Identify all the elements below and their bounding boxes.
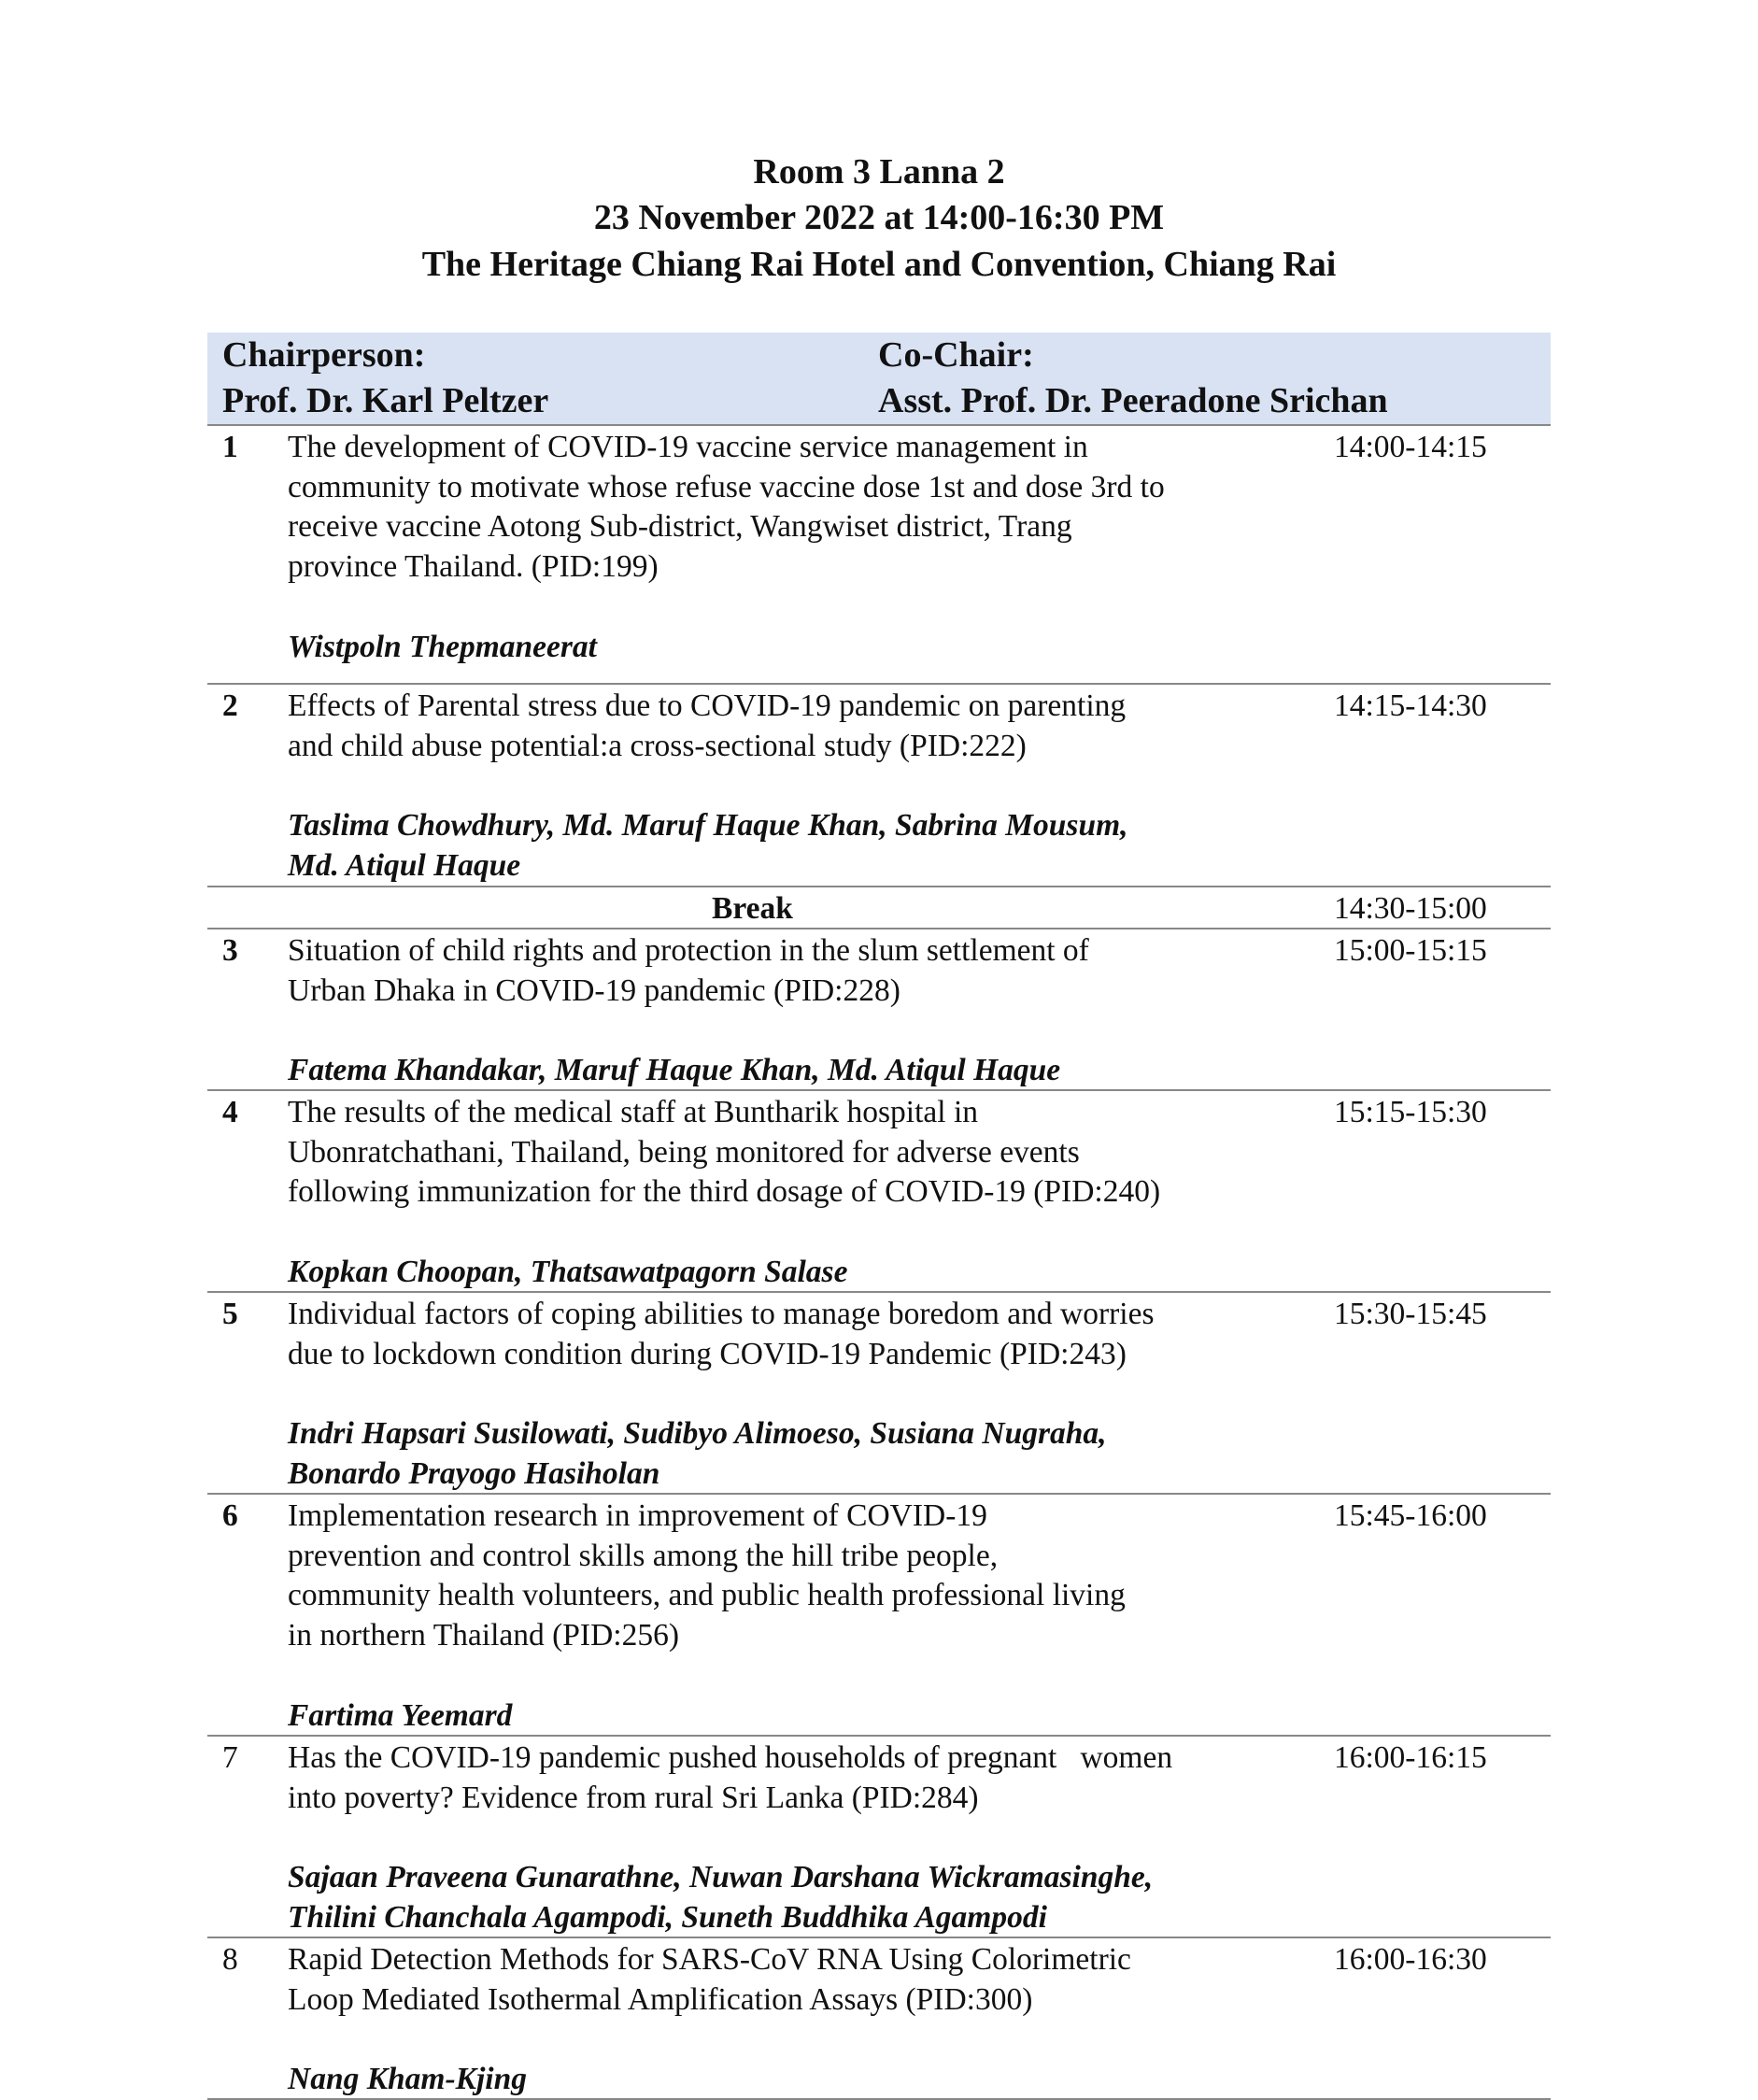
- session-title: [288, 687, 1278, 766]
- session-time: 14:00-14:15: [1334, 430, 1487, 464]
- session-author-line: Fartima Yeemard: [288, 1697, 513, 1733]
- session-row: [207, 1091, 1551, 1293]
- session-number: 7: [222, 1740, 238, 1775]
- chairperson-cell: [222, 333, 548, 424]
- session-title-line: Rapid Detection Methods for SARS-CoV RNA Using Colorimetric: [288, 1942, 1131, 1977]
- session-time: 15:00-15:15: [1334, 933, 1487, 968]
- session-title-line: province Thailand. (PID:199): [288, 549, 659, 585]
- chairperson-label: Chairperson:: [222, 335, 426, 375]
- session-number: 8: [222, 1942, 238, 1977]
- session-title-line: following immunization for the third dosage of COVID-19 (PID:240): [288, 1174, 1161, 1210]
- chair-row: [207, 333, 1551, 426]
- session-title: [288, 1093, 1278, 1213]
- session-author-line: Bonardo Prayogo Hasiholan: [288, 1455, 660, 1491]
- cochair-cell: [878, 333, 1388, 424]
- session-authors: [288, 1414, 1315, 1494]
- session-authors: [288, 628, 1315, 668]
- session-title-line: The development of COVID-19 vaccine service management in: [288, 430, 1088, 464]
- session-author-line: Wistpoln Thepmaneerat: [288, 629, 597, 664]
- header-line-venue: The Heritage Chiang Rai Hotel and Convention, Chiang Rai: [421, 245, 1337, 284]
- schedule-table: [207, 333, 1551, 2100]
- session-title-line: Effects of Parental stress due to COVID-19 pandemic on parenting: [288, 688, 1127, 723]
- session-time: 14:30-15:00: [1334, 891, 1487, 926]
- session-author-line: Md. Atiqul Haque: [288, 847, 521, 883]
- session-author-line: Sajaan Praveena Gunarathne, Nuwan Darshana Wickramasinghe,: [288, 1860, 1154, 1895]
- session-row: [207, 1495, 1551, 1737]
- session-author-line: Nang Kham-Kjing: [288, 2062, 527, 2097]
- session-rows: [207, 426, 1551, 2100]
- session-number: 3: [222, 933, 238, 968]
- session-row: [207, 426, 1551, 685]
- session-title: [288, 1738, 1278, 1818]
- session-author-line: Thilini Chanchala Agampodi, Suneth Buddhika Agampodi: [288, 1899, 1047, 1935]
- break-label: Break: [712, 891, 793, 926]
- session-title-line: prevention and control skills among the hill tribe people,: [288, 1538, 999, 1573]
- session-time: 15:30-15:45: [1334, 1297, 1487, 1331]
- session-title-line: Situation of child rights and protection in the slum settlement of: [288, 933, 1089, 968]
- header-line-room: Room 3 Lanna 2: [753, 152, 1005, 192]
- session-row: [207, 1293, 1551, 1495]
- session-number: 2: [222, 688, 238, 723]
- session-authors: [288, 806, 1315, 886]
- session-title: [288, 428, 1278, 588]
- session-title: [288, 1940, 1278, 2020]
- session-title-line: Ubonratchathani, Thailand, being monitored for adverse events: [288, 1134, 1080, 1170]
- session-author-line: Taslima Chowdhury, Md. Maruf Haque Khan, Sabrina Mousum,: [288, 808, 1128, 844]
- session-time: 15:45-16:00: [1334, 1498, 1487, 1533]
- session-time: 16:00-16:30: [1334, 1942, 1487, 1977]
- session-number: 6: [222, 1498, 238, 1533]
- session-title-line: Implementation research in improvement of COVID-19: [288, 1498, 987, 1533]
- session-authors: [288, 1858, 1315, 1937]
- cochair-name: Asst. Prof. Dr. Peeradone Srichan: [878, 381, 1388, 420]
- session-time: 15:15-15:30: [1334, 1095, 1487, 1129]
- session-time: 14:15-14:30: [1334, 688, 1487, 723]
- session-number: 1: [222, 430, 238, 464]
- session-authors: [288, 1696, 1315, 1737]
- session-title-line: and child abuse potential:a cross-sectional study (PID:222): [288, 728, 1027, 763]
- break-row: [207, 887, 1551, 929]
- session-title-line: community to motivate whose refuse vaccine dose 1st and dose 3rd to: [288, 469, 1165, 504]
- session-row: [207, 1737, 1551, 1938]
- session-number: 5: [222, 1297, 238, 1331]
- session-authors: [288, 2060, 1315, 2100]
- session-row: [207, 929, 1551, 1091]
- session-title: [288, 931, 1278, 1011]
- session-author-line: Indri Hapsari Susilowati, Sudibyo Alimoeso, Susiana Nugraha,: [288, 1416, 1107, 1452]
- session-time: 16:00-16:15: [1334, 1740, 1487, 1775]
- session-row: [207, 685, 1551, 887]
- session-title-line: due to lockdown condition during COVID-19 Pandemic (PID:243): [288, 1336, 1127, 1371]
- session-row: [207, 1938, 1551, 2100]
- session-title-line: Has the COVID-19 pandemic pushed households of pregnant women: [288, 1740, 1173, 1775]
- session-title-line: Loop Mediated Isothermal Amplification Assays (PID:300): [288, 1981, 1033, 2017]
- session-author-line: Fatema Khandakar, Maruf Haque Khan, Md. Atiqul Haque: [288, 1053, 1061, 1088]
- session-number: 4: [222, 1095, 238, 1129]
- session-title: [288, 1497, 1278, 1656]
- session-title-line: Urban Dhaka in COVID-19 pandemic (PID:228): [288, 972, 900, 1008]
- session-title-line: The results of the medical staff at Buntharik hospital in: [288, 1095, 978, 1129]
- session-authors: [288, 1051, 1315, 1091]
- session-title: [288, 1295, 1278, 1374]
- chairperson-name: Prof. Dr. Karl Peltzer: [222, 381, 549, 420]
- session-title-line: into poverty? Evidence from rural Sri Lanka (PID:284): [288, 1780, 979, 1815]
- session-title-line: receive vaccine Aotong Sub-district, Wangwiset district, Trang: [288, 509, 1072, 545]
- header-line-date: 23 November 2022 at 14:00-16:30 PM: [593, 198, 1165, 237]
- session-authors: [288, 1253, 1315, 1293]
- cochair-label: Co-Chair:: [878, 335, 1034, 375]
- session-title-line: community health volunteers, and public health professional living: [288, 1578, 1126, 1613]
- session-title-line: Individual factors of coping abilities to manage boredom and worries: [288, 1297, 1155, 1331]
- session-author-line: Kopkan Choopan, Thatsawatpagorn Salase: [288, 1254, 848, 1289]
- session-title-line: in northern Thailand (PID:256): [288, 1618, 679, 1653]
